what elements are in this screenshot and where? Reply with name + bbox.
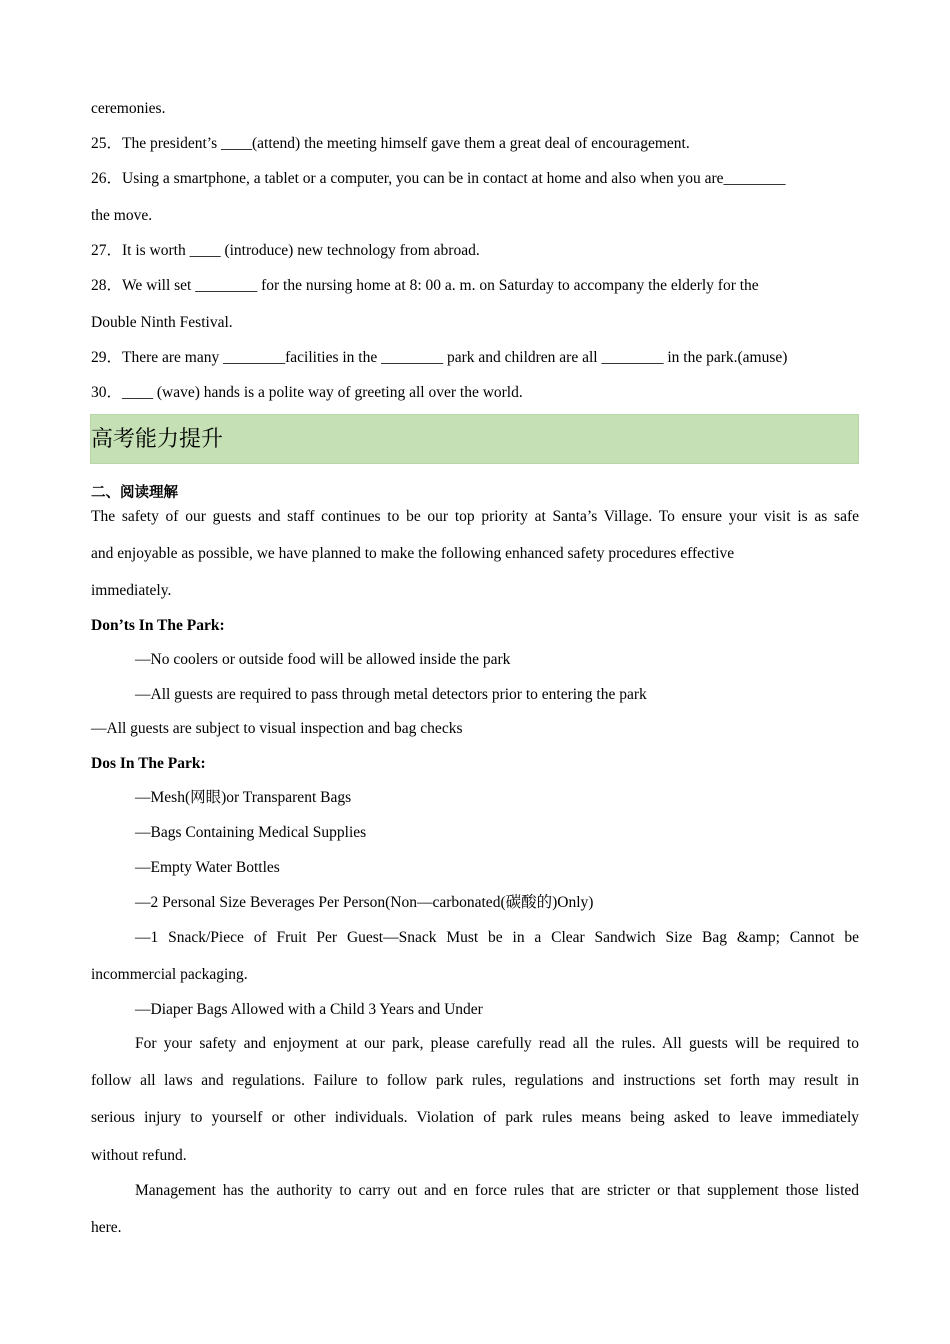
do-item-snack-line-1: —1 Snack/Piece of Fruit Per Guest—Snack Must be in a Clear Sandwich Size Bag &amp; Cannot be [135,929,859,946]
do-item-snack-line-2: incommercial packaging. [91,966,248,983]
do-item: —2 Personal Size Beverages Per Person(Non—carbonated(碳酸的)Only) [135,894,594,911]
carry-over-text: ceremonies. [91,100,166,117]
paragraph-1-line-1: For your safety and enjoyment at our park, please carefully read all the rules. All guests will be required to [135,1035,859,1052]
dont-item: —All guests are subject to visual inspection and bag checks [91,720,463,737]
question-26-line-1: 26．Using a smartphone, a tablet or a computer, you can be in contact at home and also when you are________ [91,170,786,187]
section-banner [90,414,859,464]
question-28-line-2: Double Ninth Festival. [91,314,233,331]
paragraph-1-line-3: serious injury to yourself or other individuals. Violation of park rules means being asked to leave immediately [91,1109,859,1126]
paragraph-2-line-2: here. [91,1219,122,1236]
do-item: —Bags Containing Medical Supplies [135,824,367,841]
question-25: 25．The president’s ____(attend) the meeting himself gave them a great deal of encouragement. [91,135,690,152]
intro-line-2: and enjoyable as possible, we have planned to make the following enhanced safety procedures effective [91,545,735,562]
paragraph-1-line-4: without refund. [91,1147,187,1164]
dos-heading: Dos In The Park: [91,755,206,772]
dont-item: —All guests are required to pass through metal detectors prior to entering the park [135,686,647,703]
do-item-diaper: —Diaper Bags Allowed with a Child 3 Years and Under [135,1001,483,1018]
donts-heading: Don’ts In The Park: [91,617,225,634]
question-27: 27．It is worth ____ (introduce) new technology from abroad. [91,242,480,259]
dont-item: —No coolers or outside food will be allowed inside the park [135,651,511,668]
question-29: 29．There are many ________facilities in the ________ park and children are all ________ in the park.(amuse) [91,349,788,366]
question-28-line-1: 28．We will set ________ for the nursing home at 8: 00 a. m. on Saturday to accompany the elderly for the [91,277,759,294]
do-item: —Mesh(网眼)or Transparent Bags [135,789,352,806]
banner-title: 高考能力提升 [91,427,224,452]
question-30: 30．____ (wave) hands is a polite way of greeting all over the world. [91,384,523,401]
reading-section-label: 二、阅读理解 [91,485,178,501]
paragraph-2-line-1: Management has the authority to carry out and en force rules that are stricter or that supplement those listed [135,1182,859,1199]
intro-line-3: immediately. [91,582,172,599]
intro-line-1: The safety of our guests and staff continues to be our top priority at Santa’s Village. To ensure your visit is as safe [91,508,859,525]
paragraph-1-line-2: follow all laws and regulations. Failure to follow park rules, regulations and instructions set forth may result in [91,1072,859,1089]
do-item: —Empty Water Bottles [135,859,280,876]
question-26-line-2: the move. [91,207,153,224]
